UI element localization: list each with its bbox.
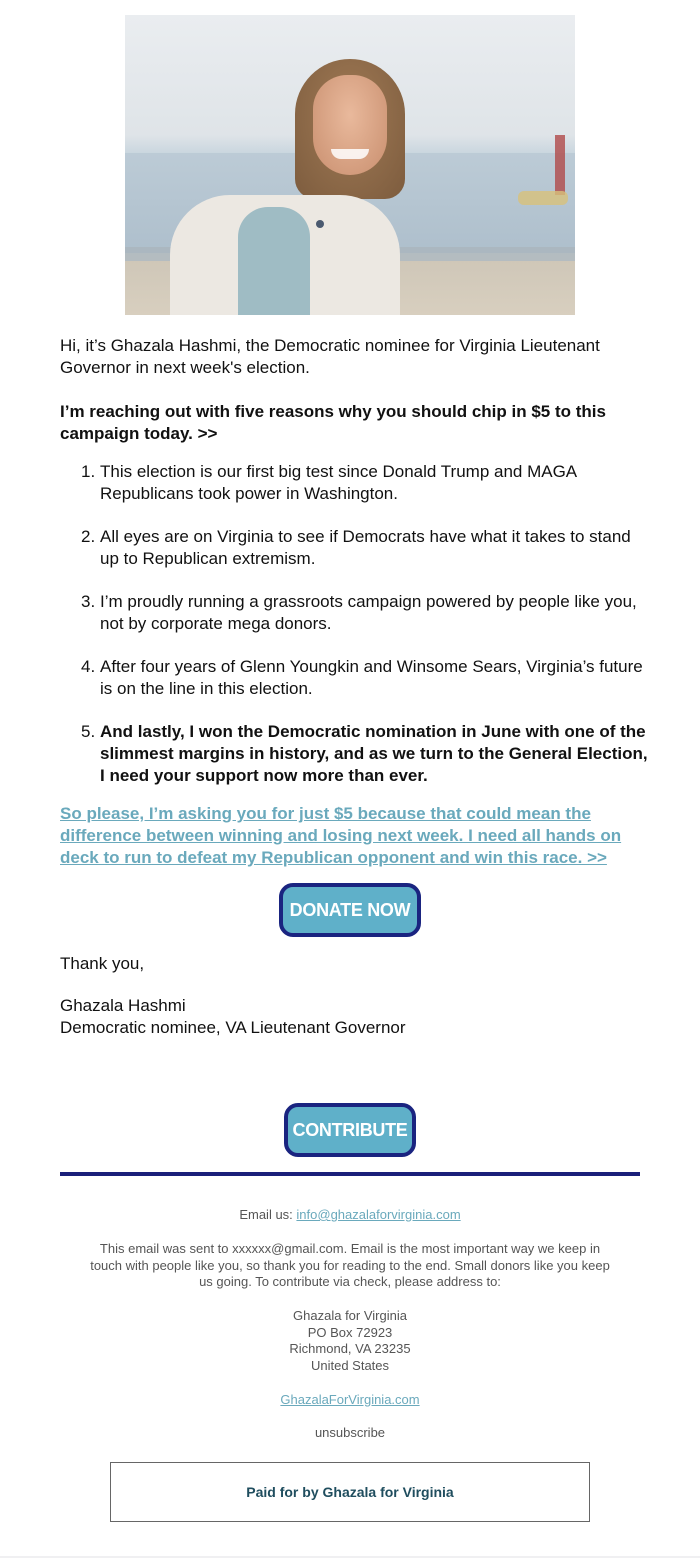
paid-for-disclaimer — [110, 1462, 590, 1522]
signoff-thanks: Thank you, — [60, 954, 145, 973]
email-link[interactable]: info@ghazalaforvirginia.com — [296, 1207, 461, 1222]
reason-text: I’m proudly running a grassroots campaign powered by people like you, not by corporate mega donors. — [100, 592, 637, 633]
reason-number: 1. — [81, 462, 96, 481]
signoff-title: Democratic nominee, VA Lieutenant Governor — [60, 1018, 406, 1037]
reason-text: This election is our first big test since Donald Trump and MAGA Republicans took power in Washington. — [100, 462, 577, 503]
photo-lapel-pin — [316, 220, 324, 228]
footer-email-line — [80, 1207, 620, 1224]
signoff-name: Ghazala Hashmi — [60, 996, 186, 1015]
reason-text: After four years of Glenn Youngkin and Winsome Sears, Virginia’s future is on the line in this election. — [100, 657, 643, 698]
reason-item — [60, 526, 650, 570]
address-line: United States — [310, 1357, 390, 1373]
contribute-button[interactable]: CONTRIBUTE — [284, 1103, 416, 1157]
reason-number: 3. — [81, 592, 96, 611]
photo-smile — [331, 149, 369, 159]
reason-item — [60, 656, 650, 700]
reason-text: And lastly, I won the Democratic nomination in June with one of the slimmest margins in history, and as we turn to the General Election, I need your support now more than ever. — [100, 722, 648, 785]
reason-number: 5. — [81, 722, 96, 741]
footer-notice: This email was sent to xxxxxx@gmail.com. Email is the most important way we keep in touch with people like you, so thank you for reading to the end. Small donors like you keep us going. To contribute via check, please address to: — [90, 1241, 610, 1289]
reason-item — [60, 461, 650, 505]
footer-divider — [60, 1172, 640, 1176]
unsubscribe-line — [80, 1425, 620, 1442]
website-link[interactable]: GhazalaForVirginia.com — [280, 1392, 420, 1407]
intro-greeting: Hi, it’s Ghazala Hashmi, the Democratic nominee for Virginia Lieutenant Governor in next week's election. — [60, 336, 600, 377]
photo-lighthouse — [555, 135, 565, 195]
reason-text: All eyes are on Virginia to see if Democrats have what it takes to stand up to Republican extremism. — [100, 527, 631, 568]
website-line — [80, 1392, 620, 1409]
reason-number: 4. — [81, 657, 96, 676]
photo-buoy — [518, 191, 568, 205]
paid-for-text: Paid for by Ghazala for Virginia — [246, 1484, 454, 1500]
email-label: Email us: — [239, 1207, 293, 1222]
address-line: Ghazala for Virginia — [293, 1308, 407, 1323]
donate-now-button[interactable]: DONATE NOW — [279, 883, 421, 937]
reason-item — [60, 591, 650, 635]
photo-shirt — [238, 207, 310, 315]
intro-lead: I’m reaching out with five reasons why you should chip in $5 to this campaign today. >> — [60, 402, 606, 443]
reasons-list — [60, 461, 650, 808]
address-line: Richmond, VA 23235 — [289, 1341, 411, 1356]
photo-face — [313, 75, 387, 175]
unsubscribe-link[interactable]: unsubscribe — [314, 1425, 386, 1440]
reason-item — [60, 721, 650, 787]
mailing-address — [80, 1308, 620, 1374]
donate-appeal-link[interactable]: So please, I’m asking you for just $5 because that could mean the difference between winning and losing next week. I need all hands on deck to run to defeat my Republican opponent and win this race. >> — [60, 804, 622, 867]
address-line: PO Box 72923 — [307, 1324, 393, 1340]
hero-photo — [125, 15, 575, 315]
reason-number: 2. — [81, 527, 96, 546]
